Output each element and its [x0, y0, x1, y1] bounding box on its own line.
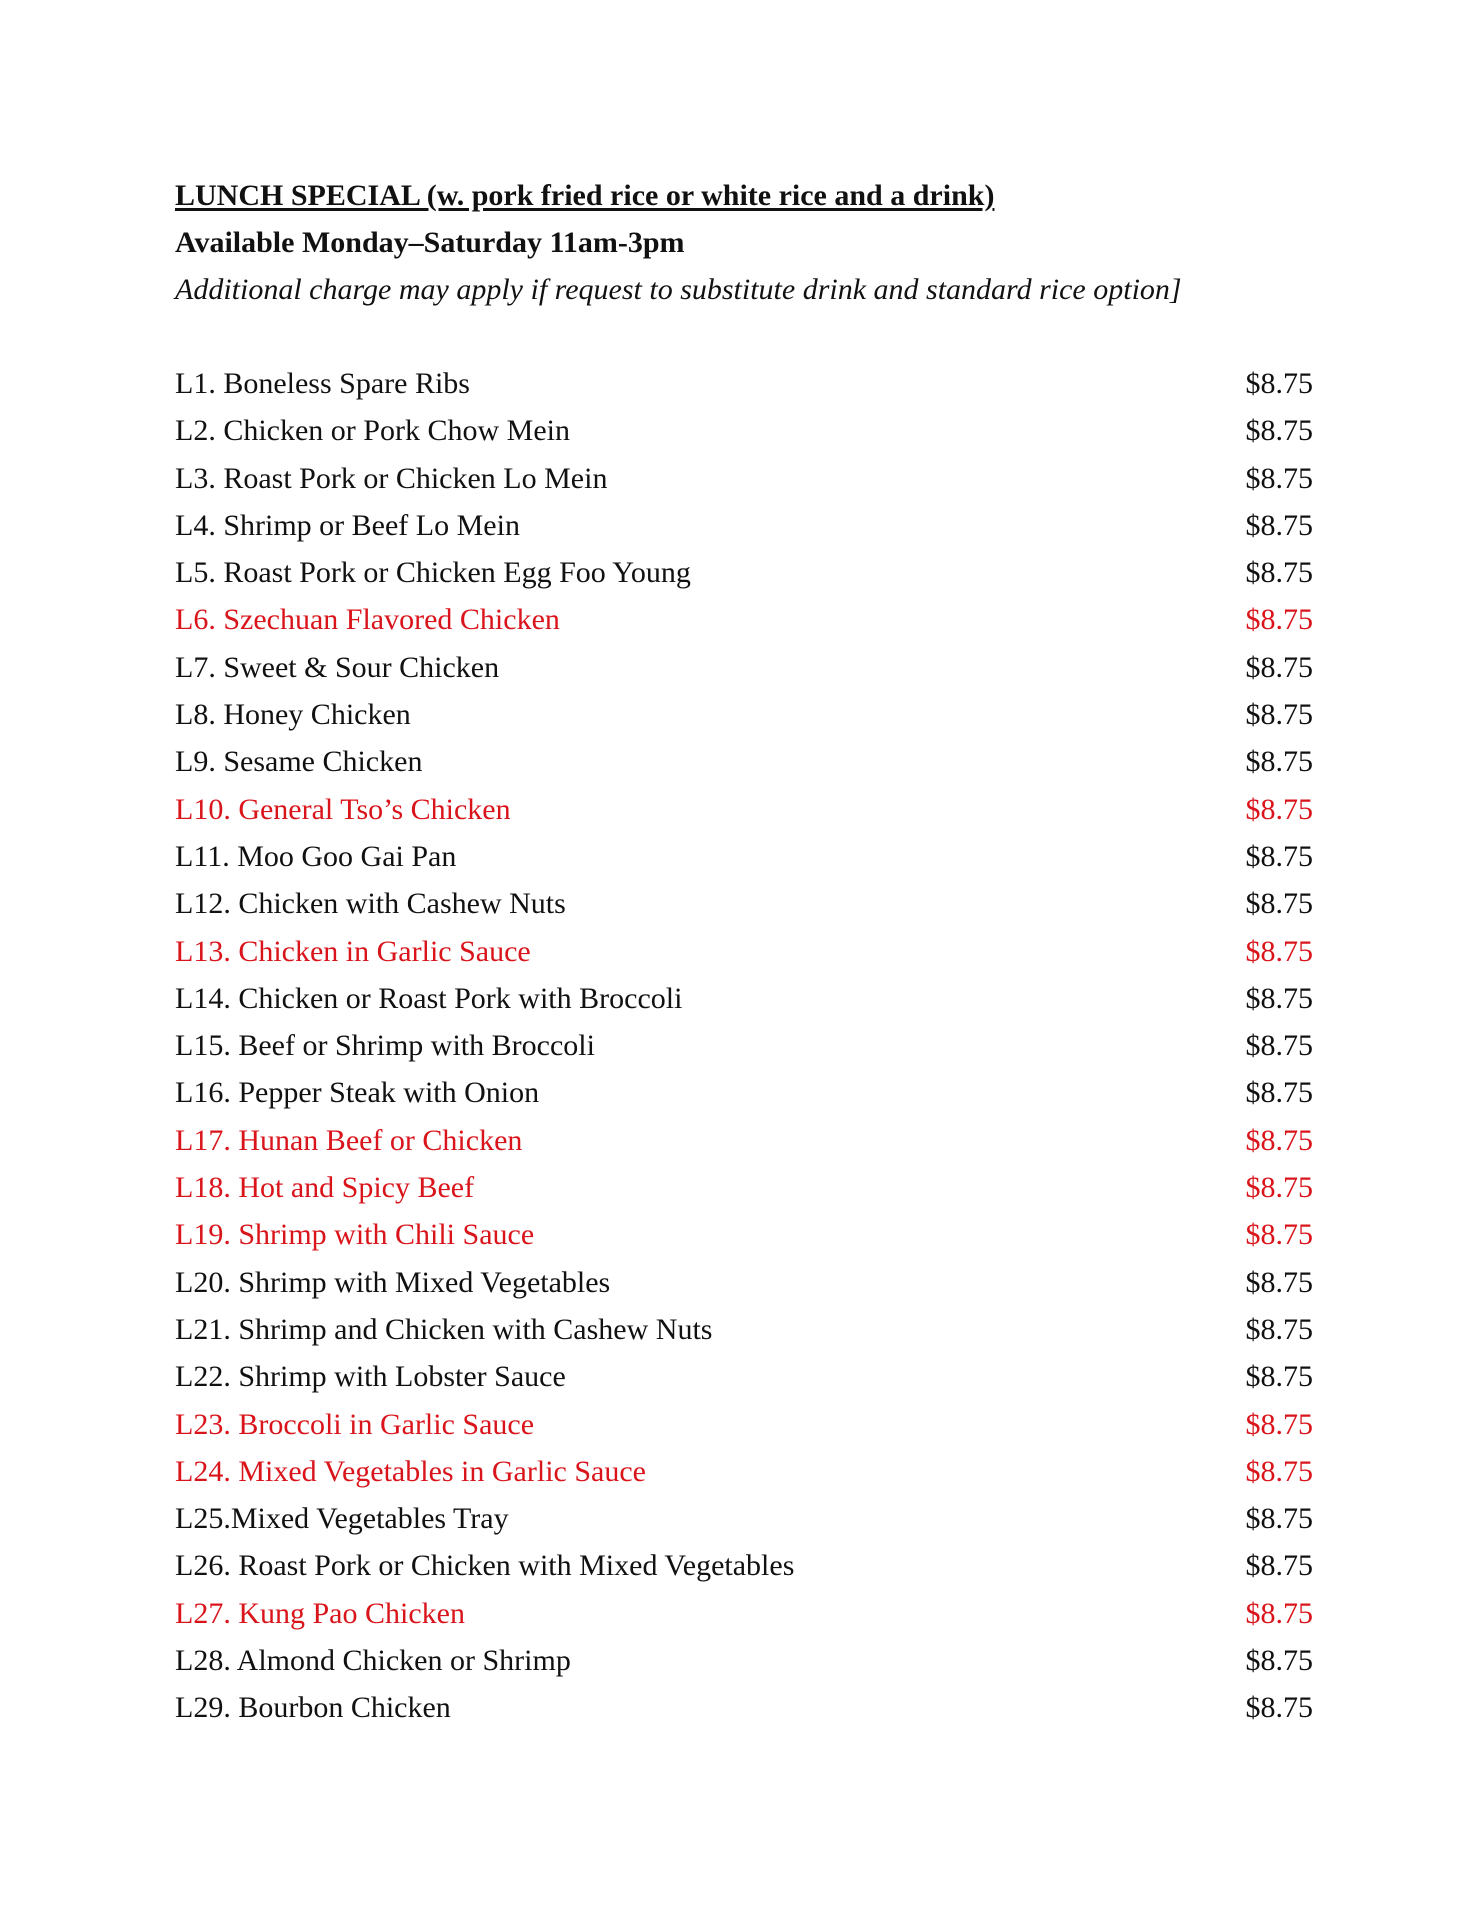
menu-item-price: $8.75: [1245, 1265, 1313, 1299]
menu-item-row: [175, 407, 1313, 454]
menu-item-price: $8.75: [1245, 461, 1313, 495]
substitution-note: Additional charge may apply if request to substitute drink and standard rice option]: [175, 273, 1182, 306]
menu-item-price: $8.75: [1245, 1407, 1313, 1441]
menu-item-row: [175, 880, 1313, 927]
menu-item-name: L28. Almond Chicken or Shrimp: [175, 1644, 571, 1678]
menu-item-name: L21. Shrimp and Chicken with Cashew Nuts: [175, 1312, 713, 1346]
menu-item-price: $8.75: [1245, 1360, 1313, 1394]
menu-item-price: $8.75: [1245, 698, 1313, 732]
menu-item-name: L8. Honey Chicken: [175, 698, 411, 732]
menu-item-price: $8.75: [1245, 1218, 1313, 1252]
menu-item-row: [175, 1259, 1313, 1306]
menu-item-row: [175, 1022, 1313, 1069]
menu-item-name: L11. Moo Goo Gai Pan: [175, 839, 457, 873]
menu-item-price: $8.75: [1245, 1691, 1313, 1725]
menu-item-price: $8.75: [1245, 1171, 1313, 1205]
menu-item-row: [175, 549, 1313, 596]
menu-item-price: $8.75: [1245, 1312, 1313, 1346]
menu-item-price: $8.75: [1245, 1502, 1313, 1536]
menu-item-name: L1. Boneless Spare Ribs: [175, 367, 470, 400]
menu-item-name: L13. Chicken in Garlic Sauce: [175, 934, 531, 968]
menu-item-name: L22. Shrimp with Lobster Sauce: [175, 1360, 566, 1394]
menu-item-row: [175, 691, 1313, 738]
menu-item-row: [175, 502, 1313, 549]
menu-item-row: [175, 1448, 1313, 1495]
menu-item-price: $8.75: [1245, 1549, 1313, 1583]
menu-item-name: L14. Chicken or Roast Pork with Broccoli: [175, 981, 683, 1015]
menu-item-name: L15. Beef or Shrimp with Broccoli: [175, 1029, 595, 1063]
menu-item-row: [175, 928, 1313, 975]
menu-item-name: L29. Bourbon Chicken: [175, 1691, 451, 1725]
menu-item-price: $8.75: [1245, 1076, 1313, 1110]
menu-item-row: [175, 738, 1313, 785]
menu-item-name: L6. Szechuan Flavored Chicken: [175, 603, 560, 637]
menu-item-name: L4. Shrimp or Beef Lo Mein: [175, 508, 520, 542]
menu-item-row: [175, 1117, 1313, 1164]
menu-item-row: [175, 596, 1313, 643]
lunch-special-list: [175, 360, 1313, 1732]
menu-item-row: [175, 1542, 1313, 1589]
menu-item-name: L10. General Tso’s Chicken: [175, 792, 511, 826]
menu-item-name: L23. Broccoli in Garlic Sauce: [175, 1407, 535, 1441]
menu-item-name: L20. Shrimp with Mixed Vegetables: [175, 1265, 611, 1299]
menu-item-price: $8.75: [1245, 1644, 1313, 1678]
menu-item-row: [175, 1401, 1313, 1448]
menu-item-row: [175, 1590, 1313, 1637]
menu-item-row: [175, 360, 1313, 407]
menu-item-row: [175, 1211, 1313, 1258]
menu-item-price: $8.75: [1245, 556, 1313, 590]
menu-item-price: $8.75: [1245, 1596, 1313, 1630]
menu-item-name: L18. Hot and Spicy Beef: [175, 1171, 475, 1205]
menu-item-row: [175, 644, 1313, 691]
menu-item-row: [175, 1684, 1313, 1731]
menu-item-name: L19. Shrimp with Chili Sauce: [175, 1218, 535, 1252]
menu-item-price: $8.75: [1245, 650, 1313, 684]
menu-item-row: [175, 975, 1313, 1022]
menu-title: LUNCH SPECIAL (w. pork fried rice or white rice and a drink): [175, 179, 995, 212]
menu-item-name: L27. Kung Pao Chicken: [175, 1596, 465, 1630]
menu-item-price: $8.75: [1245, 367, 1313, 400]
menu-item-price: $8.75: [1245, 839, 1313, 873]
menu-item-price: $8.75: [1245, 508, 1313, 542]
menu-item-name: L24. Mixed Vegetables in Garlic Sauce: [175, 1454, 646, 1488]
menu-item-name: L26. Roast Pork or Chicken with Mixed Vegetables: [175, 1549, 795, 1583]
menu-item-name: L25.Mixed Vegetables Tray: [175, 1502, 509, 1536]
menu-item-price: $8.75: [1245, 603, 1313, 637]
menu-item-row: [175, 1306, 1313, 1353]
menu-item-price: $8.75: [1245, 1123, 1313, 1157]
menu-item-name: L17. Hunan Beef or Chicken: [175, 1123, 523, 1157]
menu-item-name: L16. Pepper Steak with Onion: [175, 1076, 540, 1110]
menu-item-row: [175, 833, 1313, 880]
menu-item-name: L5. Roast Pork or Chicken Egg Foo Young: [175, 556, 691, 590]
menu-item-price: $8.75: [1245, 414, 1313, 448]
menu-item-row: [175, 1164, 1313, 1211]
menu-item-price: $8.75: [1245, 1454, 1313, 1488]
availability-text: Available Monday–Saturday 11am-3pm: [175, 226, 685, 259]
menu-item-row: [175, 1353, 1313, 1400]
menu-item-row: [175, 786, 1313, 833]
menu-item-price: $8.75: [1245, 934, 1313, 968]
menu-item-row: [175, 1637, 1313, 1684]
menu-item-row: [175, 1069, 1313, 1116]
menu-item-name: L3. Roast Pork or Chicken Lo Mein: [175, 461, 608, 495]
menu-item-row: [175, 1495, 1313, 1542]
menu-header: [175, 172, 1315, 313]
menu-item-price: $8.75: [1245, 887, 1313, 921]
menu-item-name: L2. Chicken or Pork Chow Mein: [175, 414, 570, 448]
menu-item-name: L12. Chicken with Cashew Nuts: [175, 887, 566, 921]
menu-item-price: $8.75: [1245, 745, 1313, 779]
menu-item-price: $8.75: [1245, 792, 1313, 826]
menu-item-name: L7. Sweet & Sour Chicken: [175, 650, 500, 684]
menu-item-row: [175, 455, 1313, 502]
menu-item-name: L9. Sesame Chicken: [175, 745, 423, 779]
menu-item-price: $8.75: [1245, 1029, 1313, 1063]
menu-item-price: $8.75: [1245, 981, 1313, 1015]
